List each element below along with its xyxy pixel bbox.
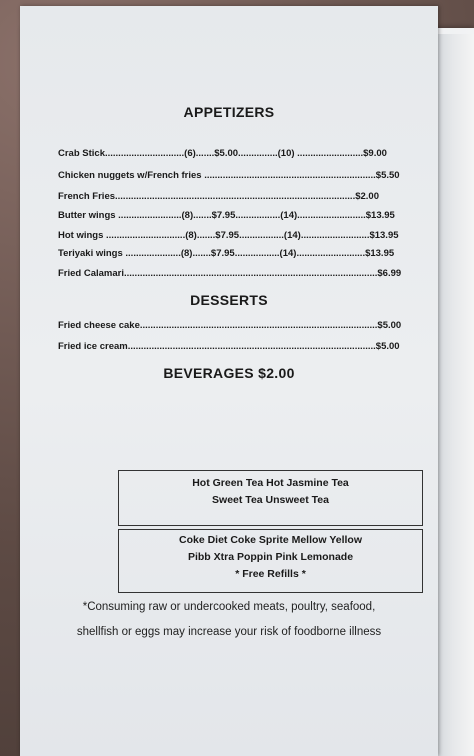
menu-item-fried-ice-cream: Fried ice cream..............................................................................................$5.00 — [58, 341, 400, 352]
appetizers-heading: APPETIZERS — [183, 104, 275, 120]
disclaimer-line-2: shellfish or eggs may increase your risk of foodborne illness — [76, 626, 382, 638]
tea-line: Sweet Tea Unsweet Tea — [212, 494, 329, 506]
menu-item-chicken-nuggets: Chicken nuggets w/French fries .................................................................$5.50 — [58, 170, 400, 181]
menu-item-fried-cheese-cake: Fried cheese cake..........................................................................................$5.00 — [58, 320, 402, 331]
tea-line: Hot Green Tea Hot Jasmine Tea — [192, 477, 349, 489]
menu-item-teriyaki-wings: Teriyaki wings .....................(8).......$7.95.................(14)..........................$13.95 — [58, 248, 395, 259]
disclaimer-line-1: *Consuming raw or undercooked meats, poultry, seafood, — [82, 601, 376, 613]
soda-line: Coke Diet Coke Sprite Mellow Yellow — [178, 534, 363, 546]
beverages-heading: BEVERAGES $2.00 — [163, 365, 295, 381]
free-refills-note: * Free Refills * — [235, 568, 306, 580]
desserts-heading: DESSERTS — [190, 292, 268, 308]
menu-item-crab-stick: Crab Stick..............................(6).......$5.00...............(10) .........................$9.00 — [58, 148, 387, 159]
menu-item-hot-wings: Hot wings ..............................(8).......$7.95.................(14)..........................$13.95 — [58, 230, 399, 241]
menu-page — [20, 6, 438, 756]
menu-item-butter-wings: Butter wings ........................(8).......$7.95.................(14)..........................$13.95 — [58, 210, 395, 221]
tea-box — [118, 470, 423, 526]
soda-line: Pibb Xtra Poppin Pink Lemonade — [187, 551, 354, 563]
soda-box — [118, 529, 423, 593]
menu-item-fried-calamari: Fried Calamari................................................................................................$6.99 — [58, 268, 402, 279]
menu-item-french-fries: French Fries...........................................................................................$2.00 — [58, 191, 379, 202]
